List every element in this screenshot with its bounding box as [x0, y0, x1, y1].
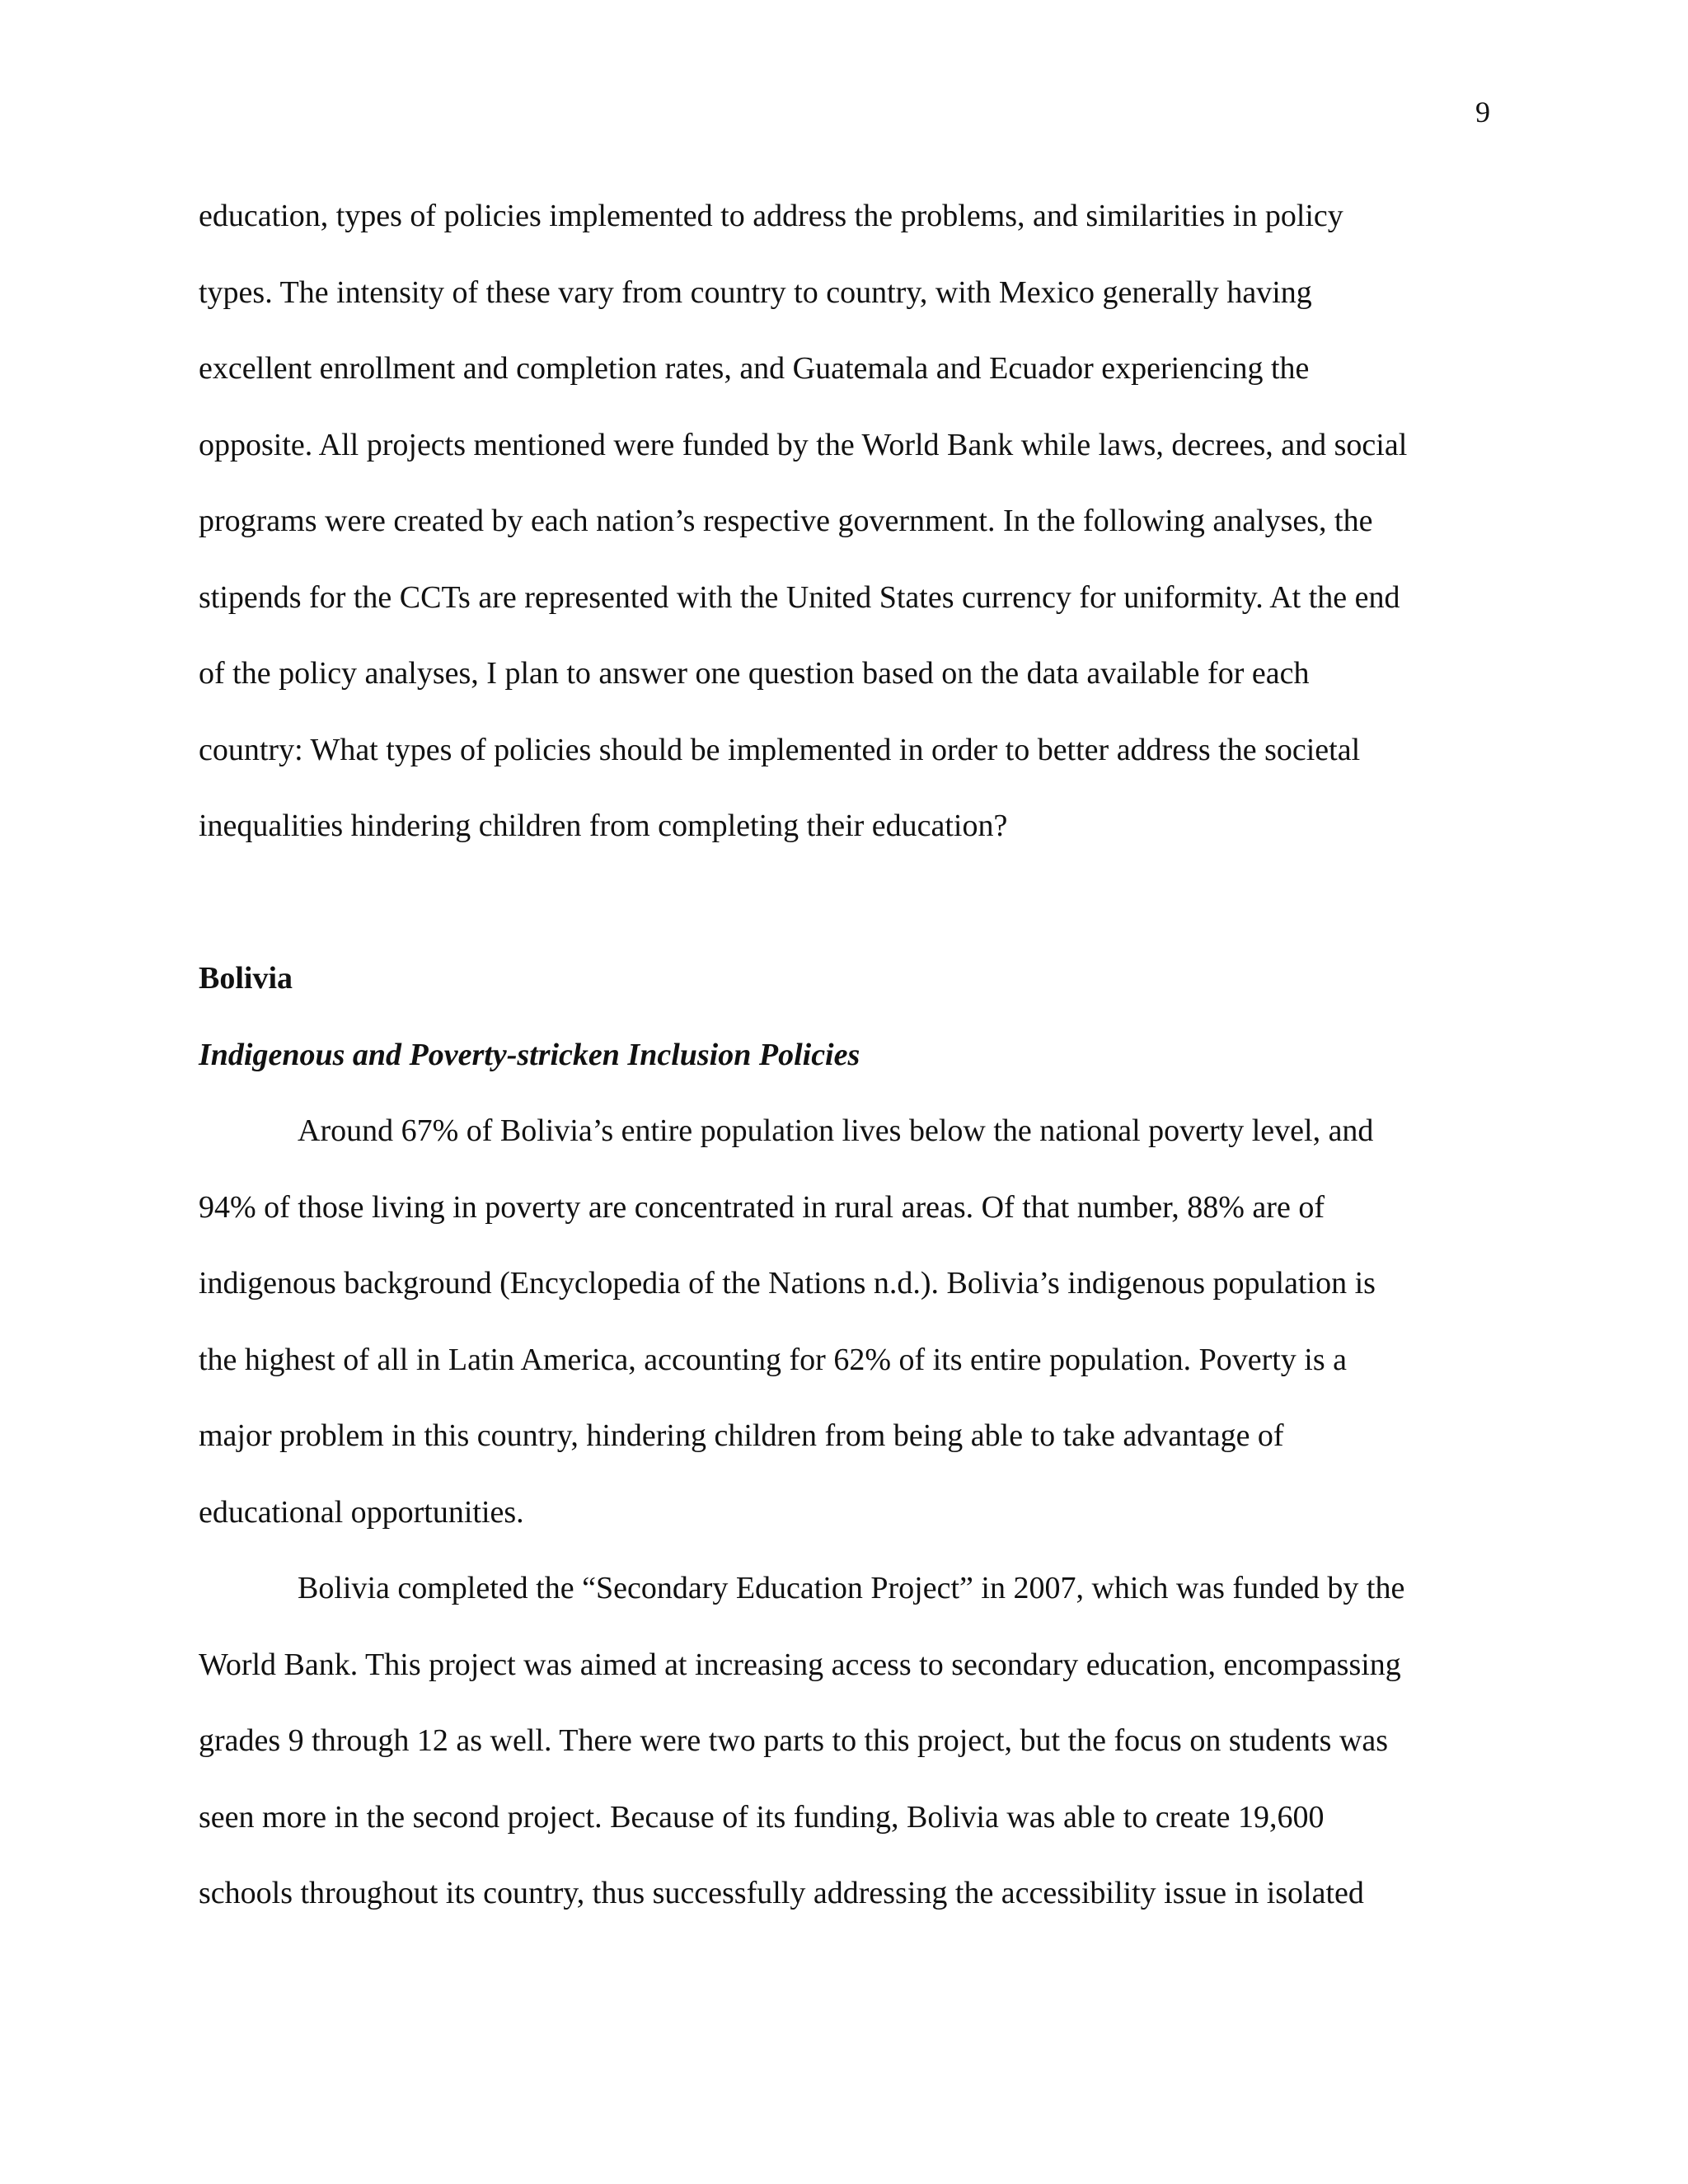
page-body	[199, 191, 1473, 1945]
text-line: of the policy analyses, I plan to answer one question based on the data available for each	[199, 656, 1310, 691]
text-line: inequalities hindering children from completing their education?	[199, 808, 1008, 843]
text-line: indigenous background (Encyclopedia of the Nations n.d.). Bolivia’s indigenous population is	[199, 1266, 1376, 1301]
text-line: the highest of all in Latin America, accounting for 62% of its entire population. Poverty is a	[199, 1342, 1347, 1377]
text-line: Bolivia completed the “Secondary Education Project” in 2007, which was funded by the	[298, 1571, 1405, 1605]
bolivia-paragraph-2	[199, 1563, 1473, 1945]
intro-paragraph	[199, 191, 1473, 878]
text-line: education, types of policies implemented to address the problems, and similarities in policy	[199, 199, 1343, 233]
text-line: stipends for the CCTs are represented with the United States currency for uniformity. At the end	[199, 579, 1400, 615]
text-line: World Bank. This project was aimed at increasing access to secondary education, encompassing	[199, 1647, 1401, 1682]
text-line: major problem in this country, hindering children from being able to take advantage of	[199, 1418, 1284, 1453]
section-subheading: Indigenous and Poverty-stricken Inclusion Policies	[199, 1037, 860, 1072]
text-line: educational opportunities.	[199, 1494, 524, 1530]
bolivia-paragraph-1	[199, 1106, 1473, 1563]
text-line: types. The intensity of these vary from country to country, with Mexico generally having	[199, 274, 1312, 310]
text-line: opposite. All projects mentioned were funded by the World Bank while laws, decrees, and social	[199, 427, 1408, 462]
text-line: schools throughout its country, thus successfully addressing the accessibility issue in isolated	[199, 1876, 1364, 1910]
text-line: grades 9 through 12 as well. There were two parts to this project, but the focus on students was	[199, 1723, 1388, 1758]
section-spacer	[199, 878, 1473, 954]
page-number: 9	[1475, 96, 1490, 129]
text-line: seen more in the second project. Because of its funding, Bolivia was able to create 19,600	[199, 1799, 1325, 1835]
text-line: Around 67% of Bolivia’s entire population lives below the national poverty level, and	[298, 1113, 1374, 1148]
text-line: country: What types of policies should be implemented in order to better address the societal	[199, 732, 1361, 767]
text-line: excellent enrollment and completion rates, and Guatemala and Ecuador experiencing the	[199, 351, 1310, 386]
section-heading: Bolivia	[199, 961, 293, 996]
text-line: programs were created by each nation’s respective government. In the following analyses, the	[199, 504, 1373, 538]
text-line: 94% of those living in poverty are concentrated in rural areas. Of that number, 88% are of	[199, 1189, 1325, 1225]
